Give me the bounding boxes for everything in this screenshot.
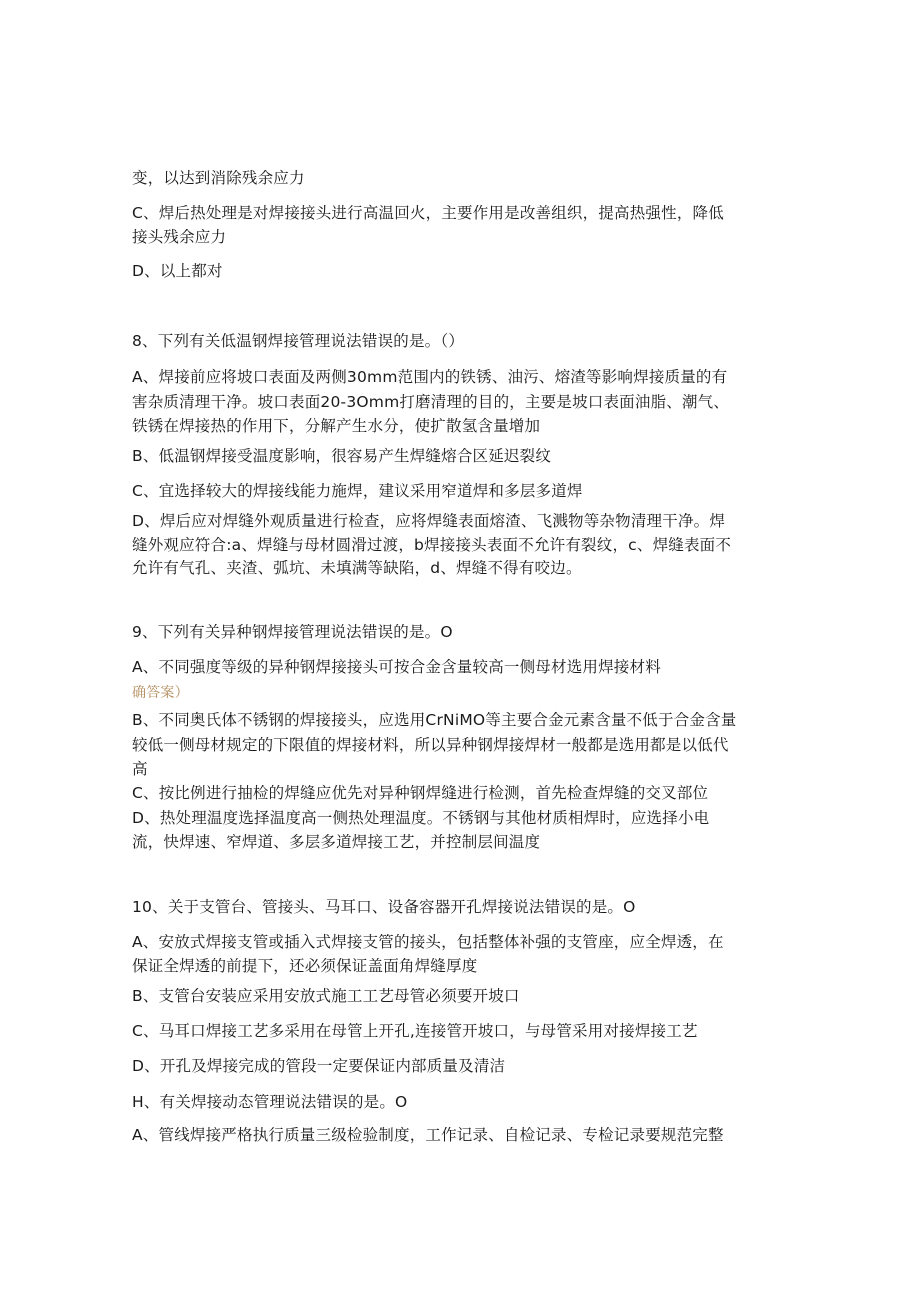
text-line: 铁锈在焊接热的作用下，分解产生水分，使扩散氢含量增加 [132,417,541,435]
text-line: 保证全焊透的前提下，还必须保证盖面角焊缝厚度 [132,957,478,975]
question-9: 9、下列有关异种钢焊接管理说法错误的是。O [132,623,453,641]
option-c-line: C、按比例进行抽检的焊缝应优先对异种钢焊缝进行检测，首先检查焊缝的交叉部位 [132,784,709,802]
question-10: 10、关于支管台、管接头、马耳口、设备容器开孔焊接说法错误的是。O [132,898,636,916]
text-line: 较低一侧母材规定的下限值的焊接材料，所以异种钢焊接焊材一般都是选用都是以低代 [132,736,729,754]
option-c-line: C、宜选择较大的焊接线能力施焊，建议采用窄道焊和多层多道焊 [132,482,583,500]
option-d-line: D、开孔及焊接完成的管段一定要保证内部质量及清洁 [132,1057,506,1075]
answer-note: 确答案） [132,685,189,701]
option-c-line: C、焊后热处理是对焊接接头进行高温回火，主要作用是改善组织，提高热强性，降低 [132,204,724,222]
option-b-line: B、不同奥氏体不锈钢的焊接接头，应选用CrNiMO等主要合金元素含量不低于合金含量 [132,711,737,729]
option-b-line: B、支管台安装应采用安放式施工工艺母管必须要开坡口 [132,987,520,1005]
text-line: 高 [132,760,148,778]
text-line: 允许有气孔、夹渣、弧坑、未填满等缺陷，d、焊缝不得有咬边。 [132,559,582,577]
option-c-line: C、马耳口焊接工艺多采用在母管上开孔,连接管开坡口，与母管采用对接焊接工艺 [132,1022,698,1040]
question-8: 8、下列有关低温钢焊接管理说法错误的是。（） [132,332,465,350]
option-a-line: A、安放式焊接支管或插入式焊接支管的接头，包括整体补强的支管座，应全焊透，在 [132,933,724,951]
text-line: 害杂质清理干净。坡口表面20-3Omm打磨清理的目的，主要是坡口表面油脂、潮气、 [132,393,730,411]
text-line: 变，以达到消除残余应力 [132,169,305,187]
option-d-line: D、热处理温度选择温度高一侧热处理温度。不锈钢与其他材质相焊时，应选择小电 [132,809,710,827]
option-a-line: A、不同强度等级的异种钢焊接接头可按合金含量较高一侧母材选用焊接材料 [132,658,661,676]
option-a-line: A、管线焊接严格执行质量三级检验制度，工作记录、自检记录、专检记录要规范完整 [132,1126,724,1144]
question-11: H、有关焊接动态管理说法错误的是。O [132,1093,408,1111]
option-d-line: D、焊后应对焊缝外观质量进行检查，应将焊缝表面熔渣、飞溅物等杂物清理干净。焊 [132,512,726,530]
option-d-line: D、以上都对 [132,262,223,280]
option-a-line: A、焊接前应将坡口表面及两侧30mm范围内的铁锈、油污、熔渣等影响焊接质量的有 [132,368,728,386]
option-b-line: B、低温钢焊接受温度影响，很容易产生焊缝熔合区延迟裂纹 [132,447,552,465]
text-line: 缝外观应符合:a、焊缝与母材圆滑过渡，b焊接接头表面不允许有裂纹，c、焊缝表面不 [132,536,732,554]
text-line: 接头残余应力 [132,228,227,246]
text-line: 流，快焊速、窄焊道、多层多道焊接工艺，并控制层间温度 [132,833,541,851]
